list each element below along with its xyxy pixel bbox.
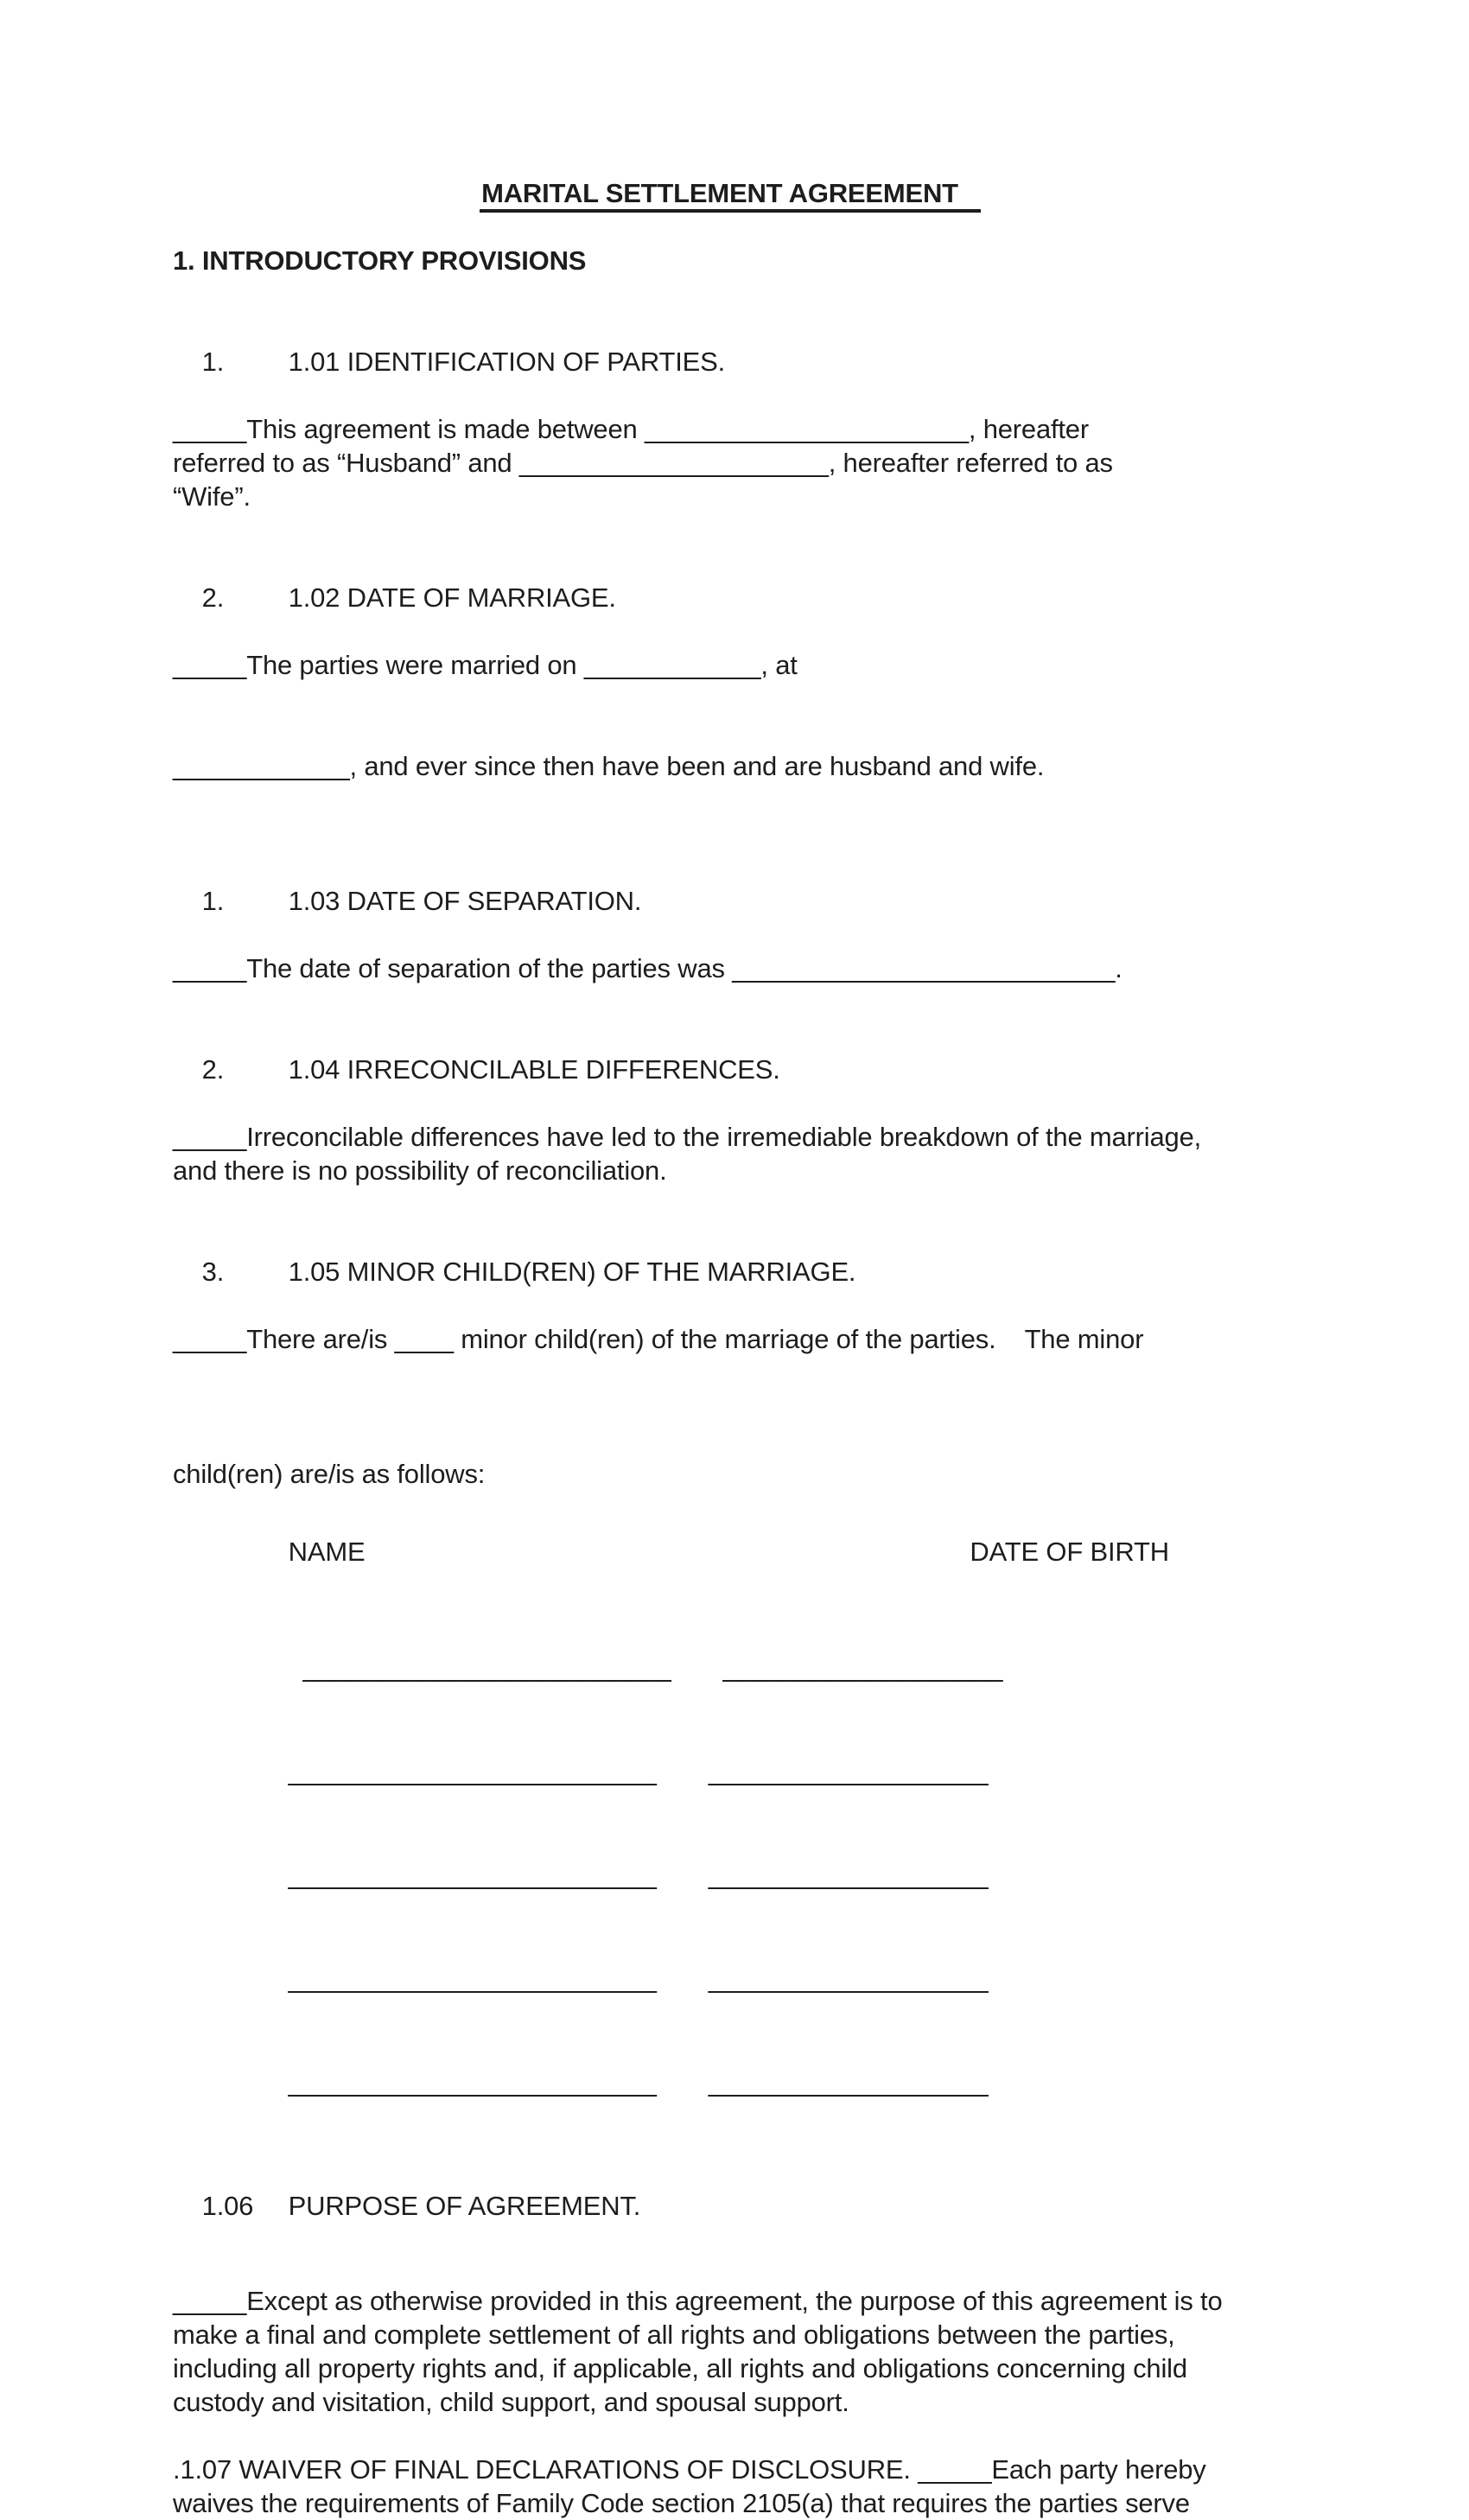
- part-heading: 1. INTRODUCTORY PROVISIONS: [173, 245, 587, 276]
- section-106-line-2: make a final and complete settlement of all rights and obligations between the parties,: [173, 2320, 1175, 2350]
- section-104-heading: [173, 1019, 1288, 1120]
- child-name-blank: _________________________: [288, 2067, 657, 2097]
- section-105-number: 3.: [201, 1257, 225, 1287]
- child-name-blank: _________________________: [288, 1756, 657, 1786]
- section-103-number: 1.: [201, 886, 225, 916]
- section-101-number: 1.: [201, 347, 225, 377]
- section-106-line-3: including all property rights and, if applicable, all rights and obligations concerning child: [173, 2353, 1187, 2383]
- section-102-number: 2.: [201, 582, 225, 613]
- section-105-title: 1.05 MINOR CHILD(REN) OF THE MARRIAGE.: [288, 1257, 856, 1287]
- child-dob-blank: ___________________: [708, 2067, 989, 2097]
- section-104-title: 1.04 IRRECONCILABLE DIFFERENCES.: [288, 1054, 780, 1085]
- section-103-line-1: _____The date of separation of the parties was __________________________.: [173, 953, 1122, 983]
- section-102-title: 1.02 DATE OF MARRIAGE.: [288, 582, 616, 613]
- child-row-2: [173, 1720, 1288, 1823]
- child-name-blank: _________________________: [288, 1652, 671, 1683]
- section-106-number: 1.06: [201, 2191, 254, 2221]
- section-101-line-3: “Wife”.: [173, 481, 251, 512]
- section-106-title: PURPOSE OF AGREEMENT.: [288, 2191, 641, 2221]
- section-106-line-1: _____Except as otherwise provided in this agreement, the purpose of this agreement is to: [173, 2286, 1223, 2316]
- section-101-line-1: _____This agreement is made between ______________________, hereafter: [173, 414, 1089, 444]
- section-102-line-1: _____The parties were married on ____________, at: [173, 650, 798, 680]
- section-103-title: 1.03 DATE OF SEPARATION.: [288, 886, 642, 916]
- section-105-line-2: child(ren) are/is as follows:: [173, 1459, 486, 1489]
- section-102-line-2: ____________, and ever since then have been and are husband and wife.: [173, 751, 1045, 781]
- dob-column-header: DATE OF BIRTH: [970, 1537, 1169, 1567]
- section-105-heading: [173, 1221, 1288, 1322]
- children-table-header: [173, 1501, 1288, 1602]
- section-101-line-2: referred to as “Husband” and _____________________, hereafter referred to as: [173, 448, 1113, 478]
- child-row-1: [173, 1616, 1288, 1720]
- section-107-line-1: .1.07 WAIVER OF FINAL DECLARATIONS OF DISCLOSURE. _____Each party hereby: [173, 2454, 1206, 2485]
- name-column-header: NAME: [288, 1537, 366, 1567]
- section-106-heading: [173, 2155, 1288, 2256]
- child-dob-blank: ___________________: [708, 1860, 989, 1890]
- section-102-heading: [173, 547, 1288, 648]
- child-name-blank: _________________________: [288, 1963, 657, 1994]
- child-row-5: [173, 2031, 1288, 2135]
- child-dob-blank: ___________________: [708, 1963, 989, 1994]
- section-106-line-4: custody and visitation, child support, and spousal support.: [173, 2387, 849, 2417]
- section-101-title: 1.01 IDENTIFICATION OF PARTIES.: [288, 347, 726, 377]
- child-row-3: [173, 1823, 1288, 1927]
- section-104-line-2: and there is no possibility of reconciliation.: [173, 1155, 667, 1186]
- document-title: MARITAL SETTLEMENT AGREEMENT: [480, 178, 981, 213]
- child-dob-blank: ___________________: [722, 1652, 1003, 1683]
- child-name-blank: _________________________: [288, 1860, 657, 1890]
- section-104-number: 2.: [201, 1054, 225, 1085]
- section-105-line-1: _____There are/is ____ minor child(ren) of the marriage of the parties. The minor: [173, 1324, 1144, 1354]
- section-101-heading: [173, 311, 1288, 412]
- document-title-row: [173, 176, 1288, 210]
- section-103-heading: [173, 850, 1288, 951]
- child-row-4: [173, 1927, 1288, 2031]
- section-107-line-2: waives the requirements of Family Code section 2105(a) that requires the parties serve: [173, 2488, 1190, 2518]
- section-104-line-1: _____Irreconcilable differences have led to the irremediable breakdown of the marriage,: [173, 1122, 1202, 1152]
- child-dob-blank: ___________________: [708, 1756, 989, 1786]
